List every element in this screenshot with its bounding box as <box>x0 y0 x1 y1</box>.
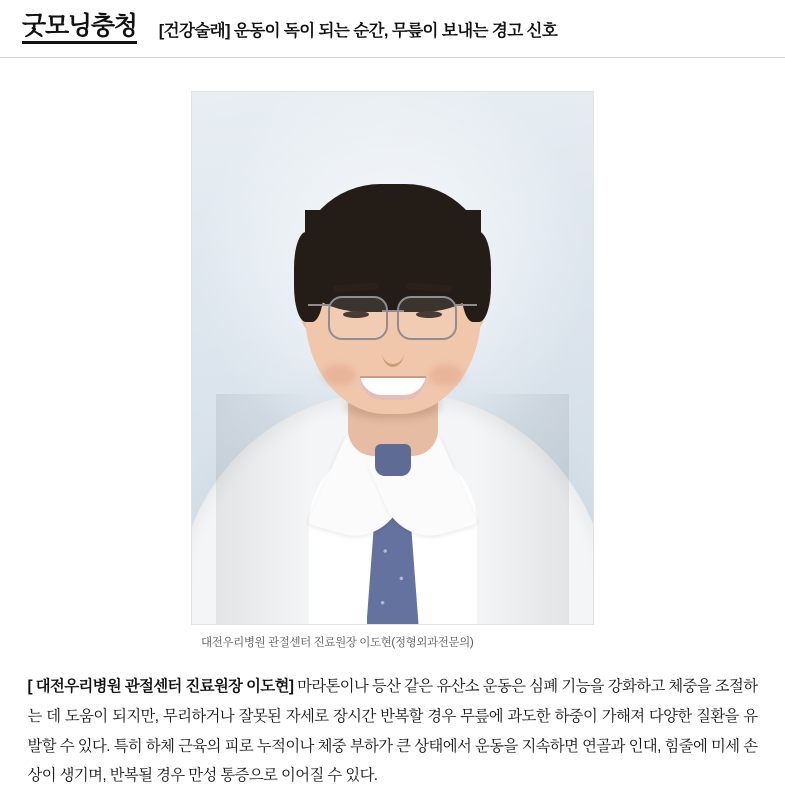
eyeglasses-temple-right <box>455 304 477 306</box>
coat-shadow-right <box>474 394 569 624</box>
header-divider <box>0 57 785 58</box>
necktie-knot <box>375 444 411 476</box>
cheek-left <box>322 364 356 386</box>
site-header <box>0 0 785 57</box>
doctor-portrait-photo <box>191 91 594 625</box>
eyeglasses-lens-right <box>397 296 457 340</box>
site-logo[interactable]: 굿모닝충청 <box>22 14 137 44</box>
article-figure <box>191 91 594 650</box>
figure-caption: 대전우리병원 관절센터 진료원장 이도현(정형외과전문의) <box>201 637 474 649</box>
eyeglasses-bridge <box>382 310 404 312</box>
article-headline: [건강술래] 운동이 독이 되는 순간, 무릎이 보내는 경고 신호 <box>158 21 558 40</box>
coat-shadow-left <box>216 394 311 624</box>
article-byline: [ 대전우리병원 관절센터 진료원장 이도현] <box>27 678 294 695</box>
hair-side-left <box>294 232 324 322</box>
article-paragraph: 마라톤이나 등산 같은 유산소 운동은 심폐 기능을 강화하고 체중을 조절하는 데 도움이 되지만, 무리하거나 잘못된 자세로 장시간 반복할 경우 무릎에 과도한 하중이 가해져 다양한 질환을 유발할 수 있다. 특히 하체 근육의 피로 누적이나 체중 부하가 큰 상태에서 운동을 지속하면 연골과 인대, 힘줄에 미세 손상이 생기며, 반복될 경우 만성 통증으로 이어질 수 있다. <box>27 678 758 785</box>
hair-side-right <box>461 232 491 322</box>
eyeglasses-lens-left <box>328 296 388 340</box>
cheek-right <box>429 364 463 386</box>
eyeglasses-temple-left <box>308 304 330 306</box>
article-body <box>28 672 758 791</box>
nose <box>382 338 404 367</box>
